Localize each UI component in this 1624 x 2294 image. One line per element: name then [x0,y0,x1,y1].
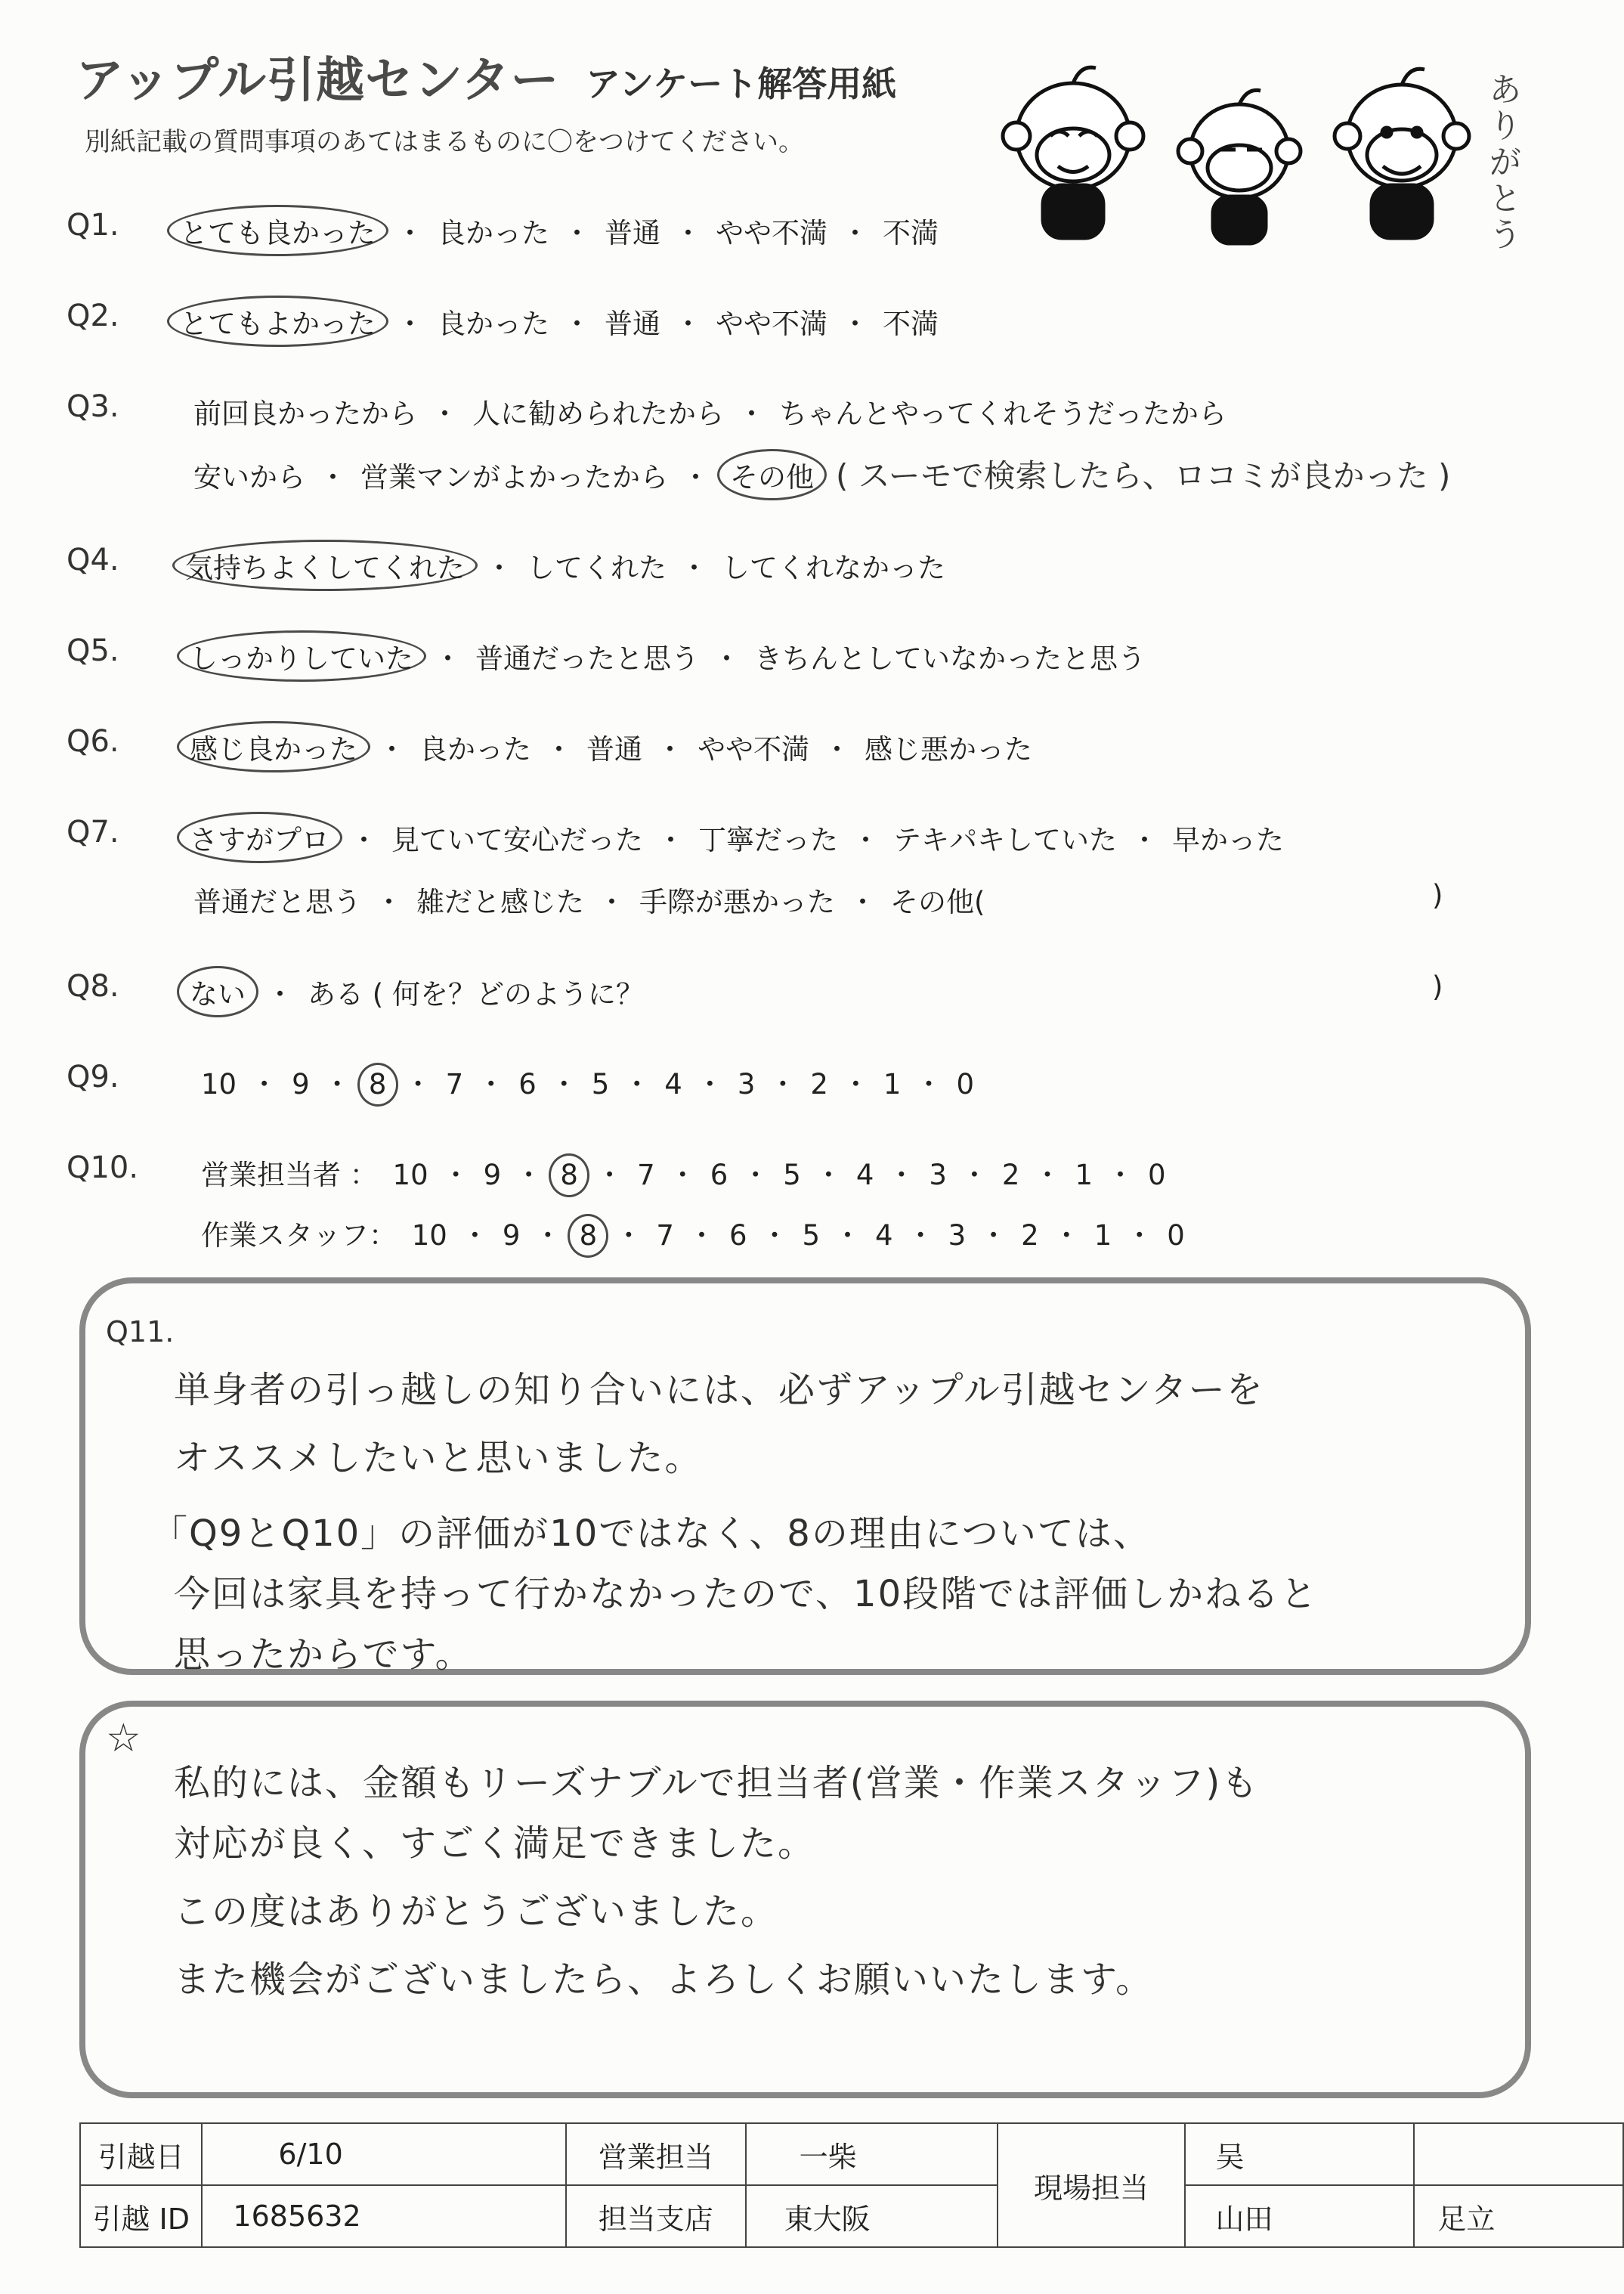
move-date-value[interactable]: 6/10 [202,2123,566,2185]
q3-other-note: ( スーモで検索したら、ロコミが良かった ) [836,457,1451,494]
q9-score[interactable]: 10 [201,1068,237,1101]
q2-option-selected[interactable]: とてもよかった [167,296,388,347]
move-id-value[interactable]: 1685632 [202,2185,566,2247]
q5-label: Q5. [67,633,119,668]
q2-option[interactable]: やや不満 [716,308,827,340]
q2-option[interactable]: 普通 [605,308,660,340]
q3-label: Q3. [67,389,119,424]
q1-option-selected[interactable]: とても良かった [167,205,388,256]
q7-option[interactable]: 丁寧だった [698,824,838,856]
q10-score[interactable]: 10 [392,1159,428,1191]
q10-score[interactable]: 5 [783,1159,801,1191]
q7-option[interactable]: 雑だと感じた [416,886,584,918]
q10-sales-label: 営業担当者 ： [201,1159,378,1191]
sales-rep-value[interactable]: 一柴 [746,2123,998,2185]
q6-label: Q6. [67,724,119,759]
q10-score[interactable]: 1 [1075,1159,1093,1191]
monkey-1-icon [1003,67,1143,238]
q11-line: 「Q9とQ10」の評価が10ではなく、8の理由については、 [151,1512,1151,1555]
q11-line: 今回は家具を持って行かなかったので、10段階では評価しかねると [174,1573,1319,1615]
q1-option[interactable]: 良かった [438,217,549,249]
site-staff-value-3[interactable]: 足立 [1414,2185,1623,2247]
q10-staff-score-selected[interactable]: 8 [568,1214,608,1258]
q11-label: Q11. [106,1315,175,1348]
q7-option[interactable]: 普通だと思う [193,886,361,918]
q1-option[interactable]: 普通 [605,217,660,249]
q4-options: 気持ちよくしてくれた ・ してくれた ・ してくれなかった [175,544,948,587]
q4-option-selected[interactable]: 気持ちよくしてくれた [172,540,478,591]
q10-score[interactable]: 7 [656,1219,674,1252]
q7-option[interactable]: その他( [890,886,985,918]
star-icon: ☆ [106,1716,141,1761]
q8-close-paren: ) [1432,971,1443,1003]
q2-options: とてもよかった ・ 良かった ・ 普通 ・ やや不満 ・ 不満 [170,300,942,342]
q10-score[interactable]: 7 [637,1159,655,1191]
move-id-label: 引越 ID [80,2185,202,2247]
q5-options: しっかりしていた ・ 普通だったと思う ・ きちんとしていなかったと思う [180,635,1149,677]
q2-option[interactable]: 不満 [883,308,939,340]
q10-score[interactable]: 0 [1167,1219,1185,1252]
q5-option[interactable]: きちんとしていなかったと思う [754,642,1146,675]
q11-line: オススメしたいと思いました。 [174,1437,703,1479]
q3-options-line1: 前回良かったから ・ 人に勧められたから ・ ちゃんとやってくれそうだったから [193,398,1227,430]
q10-score[interactable]: 1 [1093,1219,1112,1252]
q7-option[interactable]: 見ていて安心だった [391,824,643,856]
q6-option[interactable]: やや不満 [698,733,809,766]
q4-option[interactable]: してくれた [527,552,667,584]
q3-options-line2: 安いから ・ 営業マンがよかったから ・ その他 ( スーモで検索したら、ロコミが良かった ) [190,451,1450,497]
q10-sales-score-selected[interactable]: 8 [549,1153,589,1197]
q10-score[interactable]: 4 [875,1219,893,1252]
q7-option[interactable]: 手際が悪かった [639,886,835,918]
q3-option[interactable]: ちゃんとやってくれそうだったから [779,398,1227,430]
q10-staff-scale: 作業スタッフ： 10 ・ 9 ・ 8 ・ 7 ・ 6 ・ 5 ・ 4 ・ 3 ・ 2 ・ 1 ・ 0 [198,1212,1188,1258]
q10-score[interactable]: 3 [948,1219,967,1252]
q2-label: Q2. [67,299,119,333]
site-staff-empty-cell[interactable] [1414,2123,1623,2185]
survey-subtitle: アンケート解答用紙 [586,63,897,104]
branch-value[interactable]: 東大阪 [746,2185,998,2247]
q9-score[interactable]: 4 [664,1068,682,1101]
star-box-line: 対応が良く、すごく満足できました。 [174,1822,816,1865]
q8-options: ない ・ ある ( 何を？どのように？ [180,971,647,1013]
q1-option[interactable]: 不満 [883,217,939,249]
star-box-line: この度はありがとうございました。 [174,1890,779,1933]
q6-options: 感じ良かった ・ 良かった ・ 普通 ・ やや不満 ・ 感じ悪かった [180,726,1035,768]
site-staff-label: 現場担当 [998,2123,1184,2247]
q8-option-selected[interactable]: ない [177,966,258,1017]
q3-option[interactable]: 営業マンがよかったから [360,461,668,494]
q10-score[interactable]: 0 [1148,1159,1166,1191]
q6-option[interactable]: 感じ悪かった [865,733,1032,766]
q5-option-selected[interactable]: しっかりしていた [177,630,426,682]
q7-options-line1: さすがプロ ・ 見ていて安心だった ・ 丁寧だった ・ テキパキしていた ・ 早かった [180,816,1287,859]
q10-score[interactable]: 10 [411,1219,447,1252]
site-staff-value-2[interactable]: 山田 [1185,2185,1415,2247]
q10-score[interactable]: 9 [502,1219,521,1252]
q3-option[interactable]: 人に勧められたから [472,398,724,430]
q9-scale: 10 ・ 9 ・ 8 ・ 7 ・ 6 ・ 5 ・ 4 ・ 3 ・ 2 ・ 1 ・ 0 [198,1061,977,1107]
instruction-text: 別紙記載の質問事項のあてはまるものに〇をつけてください。 [85,127,804,157]
q10-score[interactable]: 2 [1001,1159,1020,1191]
q10-score[interactable]: 3 [929,1159,947,1191]
q7-option[interactable]: 早かった [1172,824,1284,856]
mascot-illustration [990,53,1519,257]
q9-score[interactable]: 2 [810,1068,828,1101]
q7-close-paren: ) [1432,879,1443,912]
q11-line: 単身者の引っ越しの知り合いには、必ずアップル引越センターを [174,1369,1264,1411]
move-date-label: 引越日 [80,2123,202,2185]
q10-score[interactable]: 2 [1021,1219,1039,1252]
q2-option[interactable]: 良かった [438,308,549,340]
q10-score[interactable]: 6 [710,1159,728,1191]
q10-score[interactable]: 5 [802,1219,821,1252]
q1-label: Q1. [67,208,119,243]
q3-option[interactable]: 前回良かったから [193,398,417,430]
star-box-line: また機会がございましたら、よろしくお願いいたします。 [174,1958,1154,2001]
q9-score[interactable]: 3 [737,1068,756,1101]
q11-line: 思ったからです。 [174,1633,473,1676]
q9-score[interactable]: 0 [956,1068,975,1101]
q10-sales-scale: 営業担当者 ： 10 ・ 9 ・ 8 ・ 7 ・ 6 ・ 5 ・ 4 ・ 3 ・ 2 ・ 1 ・ 0 [198,1152,1169,1197]
q1-options: とても良かった ・ 良かった ・ 普通 ・ やや不満 ・ 不満 [170,209,942,252]
site-staff-value-1[interactable]: 吴 [1185,2123,1415,2185]
q9-label: Q9. [67,1060,119,1094]
q7-options-line2: 普通だと思う ・ 雑だと感じた ・ 手際が悪かった ・ その他( [193,886,985,918]
survey-title: アップル引越センター [76,53,560,109]
q10-score[interactable]: 9 [483,1159,502,1191]
q10-staff-label: 作業スタッフ： [201,1219,397,1252]
q10-score[interactable]: 4 [855,1159,874,1191]
sales-rep-label: 営業担当 [566,2123,746,2185]
q7-label: Q7. [67,815,119,850]
monkey-2-icon [1178,90,1301,243]
star-box-line: 私的には、金額もリーズナブルで担当者(営業・作業スタッフ)も [174,1762,1260,1804]
q5-option[interactable]: 普通だったと思う [475,642,699,675]
q10-label: Q10. [67,1150,139,1185]
mascot-caption: ありがとう [1483,72,1521,253]
q10-score[interactable]: 6 [728,1219,747,1252]
q3-option[interactable]: 安いから [193,461,305,494]
q4-option[interactable]: してくれなかった [722,552,945,584]
q4-label: Q4. [67,543,119,577]
q6-option[interactable]: 良かった [419,733,531,766]
footer-info-table [79,2122,1624,2248]
monkey-3-icon [1335,69,1469,238]
q6-option-selected[interactable]: 感じ良かった [177,721,370,772]
q7-option-selected[interactable]: さすがプロ [177,812,342,863]
q9-score[interactable]: 9 [292,1068,310,1101]
q9-score[interactable]: 7 [445,1068,464,1101]
q9-score[interactable]: 5 [591,1068,610,1101]
q6-option[interactable]: 普通 [586,733,642,766]
q8-label: Q8. [67,969,119,1004]
q9-score[interactable]: 1 [883,1068,902,1101]
q9-score-selected[interactable]: 8 [357,1063,398,1107]
q8-option[interactable]: ある ( 何を？どのように？ [308,978,644,1011]
q1-option[interactable]: やや不満 [716,217,827,249]
q7-option[interactable]: テキパキしていた [893,824,1117,856]
q9-score[interactable]: 6 [518,1068,537,1101]
branch-label: 担当支店 [566,2185,746,2247]
q3-option-selected[interactable]: その他 [717,449,827,500]
